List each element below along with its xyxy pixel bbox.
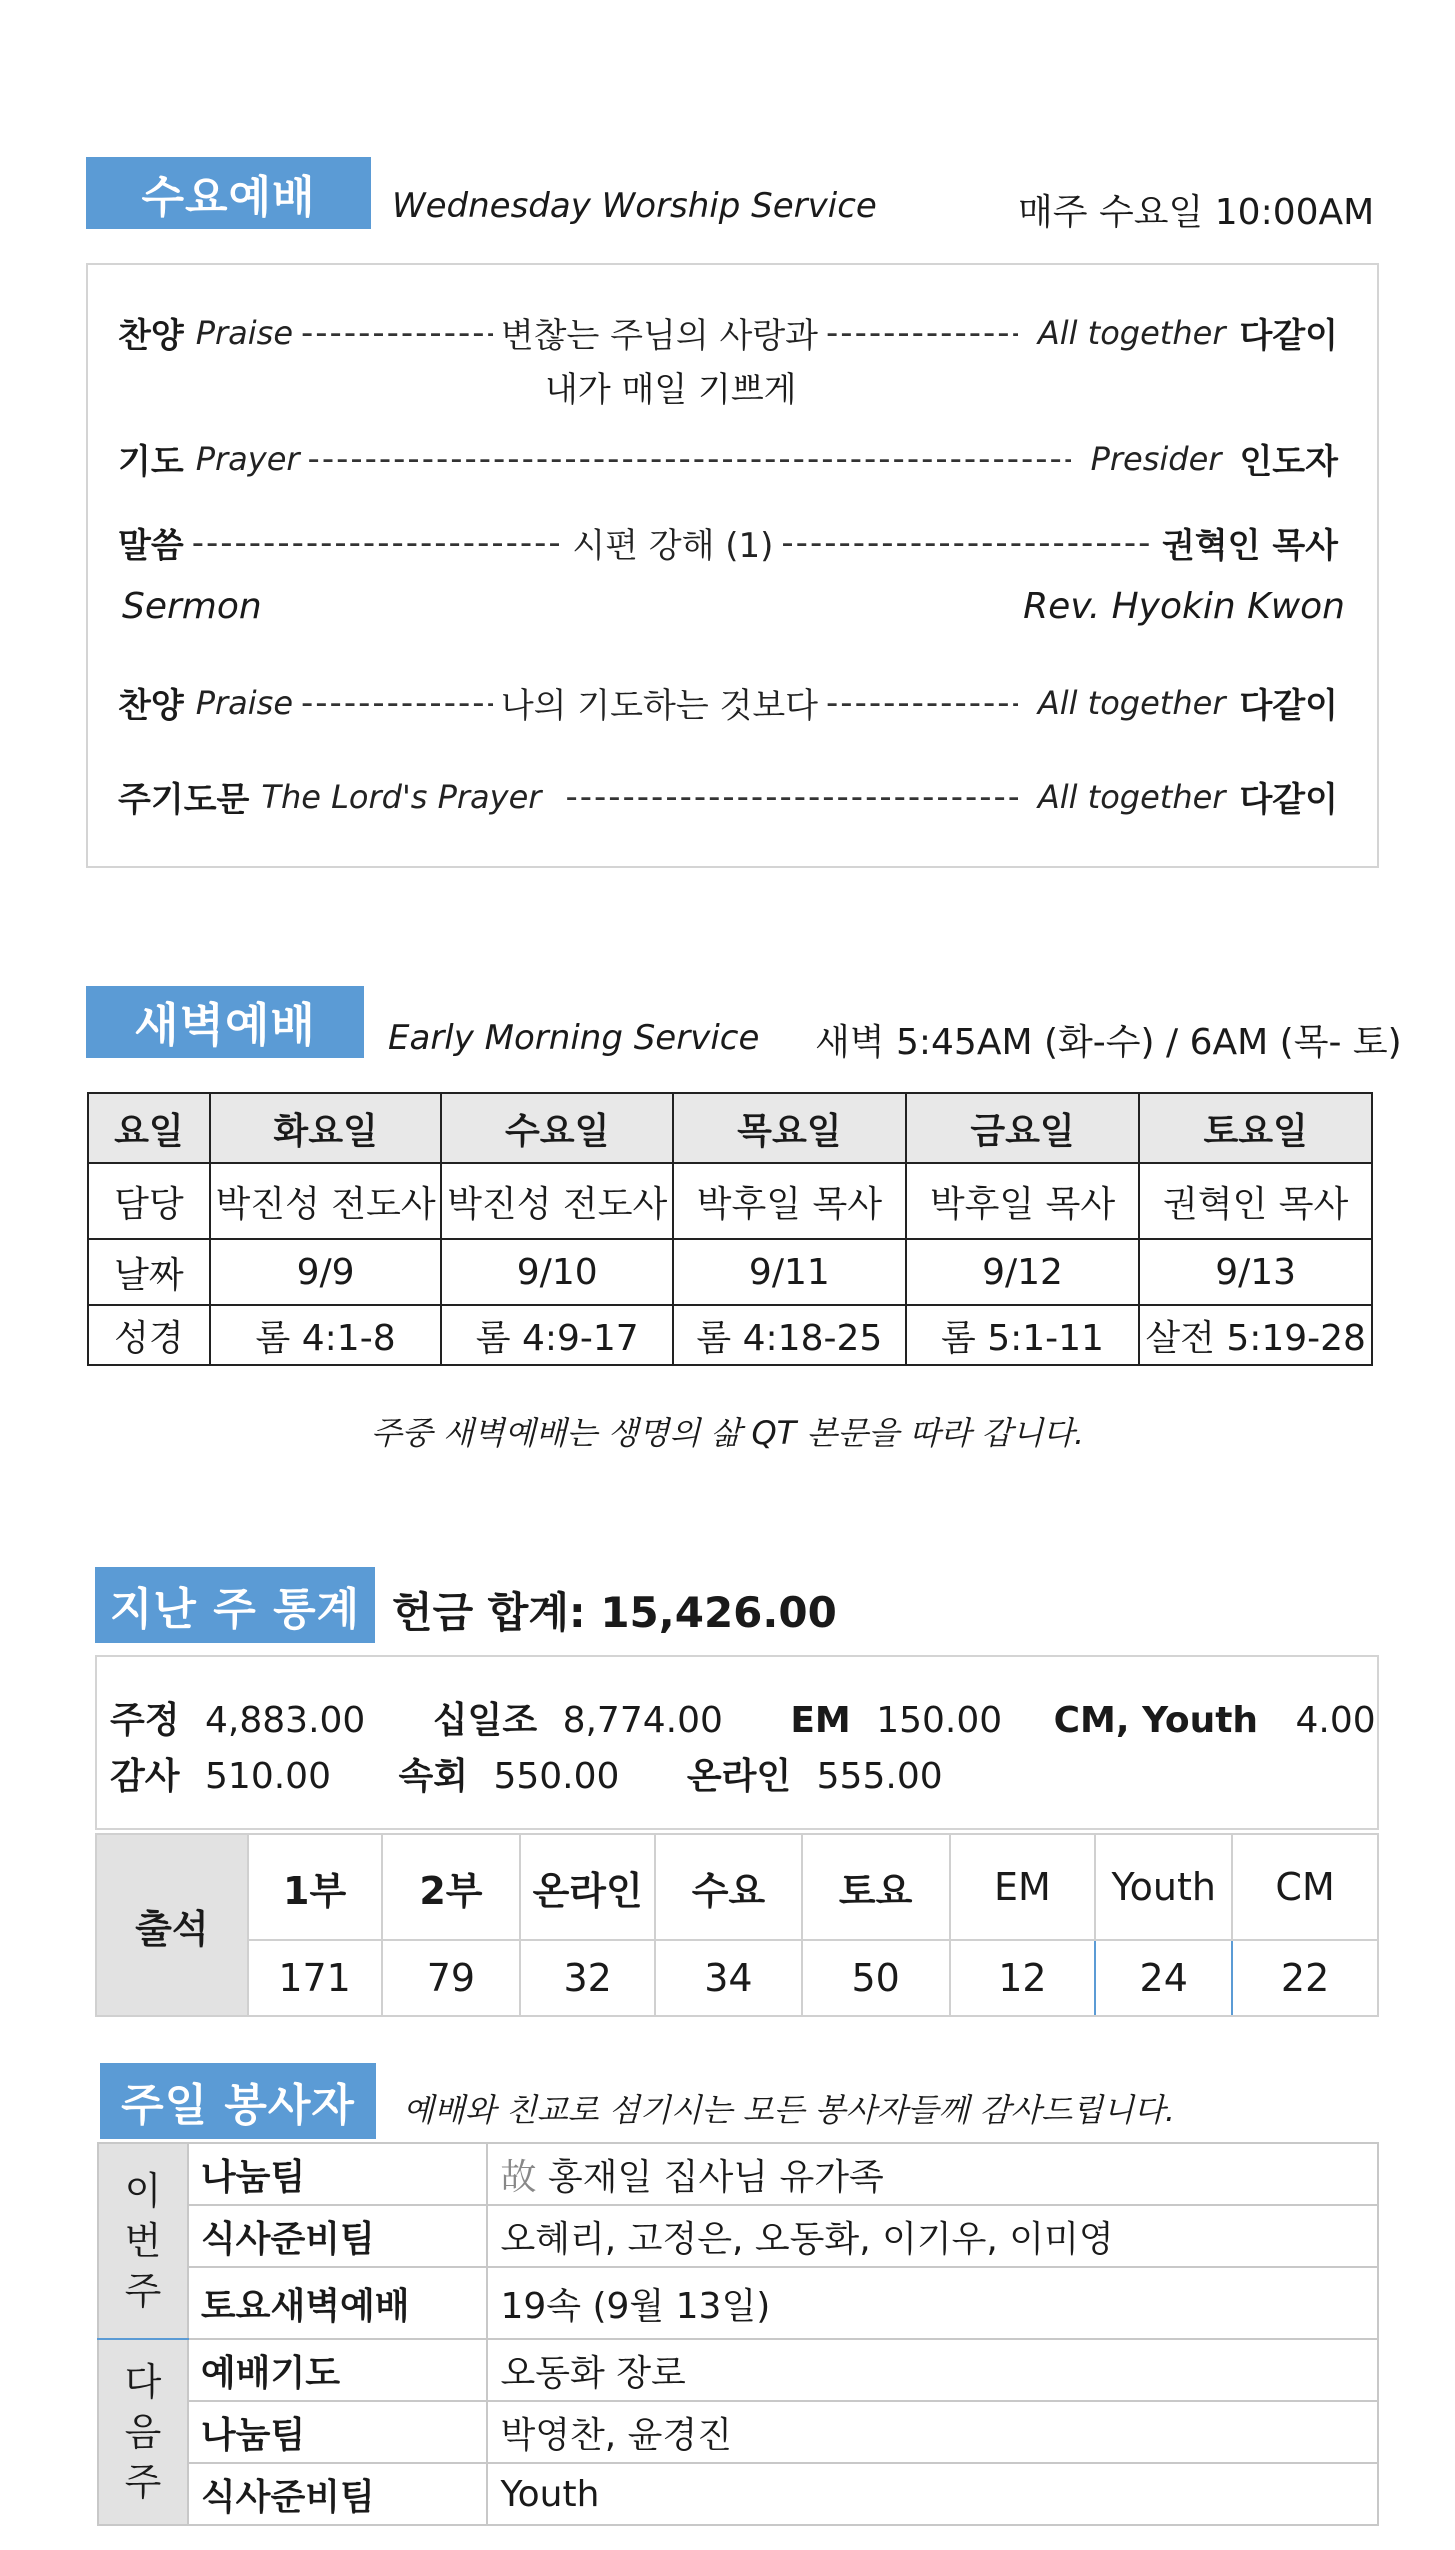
attendance-values-row [96,1940,1378,2016]
volunteers-table [97,2142,1379,2526]
item-right-ko: 권혁인 목사 [1161,526,1339,566]
item-en: Praise [195,313,294,352]
volunteer-names [487,2143,1378,2205]
table-row [88,1305,1372,1365]
table-cell: 박후일 목사 [906,1163,1140,1239]
wednesday-time: 매주 수요일 10:00AM [1018,192,1375,233]
offering-value: 4.00 [1295,1700,1376,1741]
wednesday-subtitle: Wednesday Worship Service [392,186,877,226]
wednesday-tag: 수요예배 [86,157,371,229]
dash-leader [301,313,493,353]
offering-line-2 [110,1748,957,1799]
item-ko: 찬양 [118,316,184,356]
volunteer-role: 식사준비팀 [188,2205,488,2267]
offering-value: 550.00 [493,1756,620,1797]
offering-key: 온라인 [686,1756,792,1797]
offering-value: 555.00 [816,1756,943,1797]
wednesday-item-sermon [118,518,1338,567]
attendance-header: EM [950,1834,1096,1940]
memorial-mark: 故 [500,2156,537,2198]
offering-value: 8,774.00 [562,1700,723,1741]
table-cell: 박후일 목사 [673,1163,906,1239]
attendance-label: 출석 [96,1834,248,2016]
row-label: 담당 [88,1163,210,1239]
wednesday-item-lords-prayer [118,772,1338,821]
wednesday-item-praise-1 [118,308,1338,357]
attendance-value: 50 [802,1940,950,2016]
table-cell: 롬 5:1-11 [906,1305,1140,1365]
item-en: The Lord's Prayer [261,777,542,816]
table-cell: 롬 4:18-25 [673,1305,906,1365]
offering-key: 십일조 [432,1700,538,1741]
volunteer-names: 오혜리, 고정은, 오동화, 이기우, 이미영 [487,2205,1378,2267]
table-cell: 권혁인 목사 [1139,1163,1372,1239]
table-cell: 롬 4:9-17 [441,1305,673,1365]
attendance-value: 12 [950,1940,1096,2016]
volunteer-names: 박영찬, 윤경진 [487,2401,1378,2463]
volunteer-role: 토요새벽예배 [188,2267,488,2339]
attendance-value: 24 [1095,1940,1232,2016]
volunteer-names: 오동화 장로 [487,2339,1378,2401]
header-cell: 화요일 [210,1093,442,1163]
early-subtitle: Early Morning Service [388,1018,760,1058]
table-cell: 박진성 전도사 [210,1163,442,1239]
item-ko: 찬양 [118,686,184,726]
header-cell: 수요일 [441,1093,673,1163]
attendance-value: 32 [520,1940,655,2016]
item-en: Prayer [195,439,300,478]
item-middle: 변찮는 주님의 사랑과 [500,316,819,356]
attendance-value: 79 [382,1940,521,2016]
attendance-header: CM [1232,1834,1378,1940]
volunteer-role: 나눔팀 [188,2143,488,2205]
volunteer-names: 19속 (9월 13일) [487,2267,1378,2339]
item-right-en: Presider [1090,439,1222,478]
offering-total: 헌금 합계: 15,426.00 [392,1588,837,1637]
item-ko: 말씀 [118,526,184,566]
volunteer-role: 나눔팀 [188,2401,488,2463]
attendance-header: 2부 [382,1834,521,1940]
item-middle: 나의 기도하는 것보다 [500,686,819,726]
dash-leader [192,523,565,563]
row-label: 성경 [88,1305,210,1365]
offering-key: 주정 [110,1700,180,1741]
row-label: 날짜 [88,1239,210,1305]
attendance-header: 온라인 [520,1834,655,1940]
table-row [98,2205,1378,2267]
stats-tag: 지난 주 통계 [95,1567,375,1643]
table-cell: 살전 5:19-28 [1139,1305,1372,1365]
attendance-header: 토요 [802,1834,950,1940]
item-right-en: All together [1037,777,1226,816]
early-time: 새벽 5:45AM (화-수) / 6AM (목- 토) [815,1022,1402,1063]
early-schedule-table [87,1092,1373,1366]
item-right-ko: 다같이 [1239,780,1338,820]
offering-line-1 [110,1692,1390,1743]
dash-leader [826,313,1018,353]
volunteer-names: Youth [487,2463,1378,2525]
volunteer-role: 식사준비팀 [188,2463,488,2525]
table-row [88,1163,1372,1239]
dash-leader [308,439,1071,479]
table-header-row [88,1093,1372,1163]
item-right-en: All together [1037,313,1226,352]
attendance-value: 171 [248,1940,382,2016]
wednesday-item-praise-1-line2: 내가 매일 기쁘게 [545,370,797,410]
table-cell: 9/10 [441,1239,673,1305]
this-week-label: 이 번 주 [98,2143,188,2339]
wednesday-item-praise-2 [118,678,1338,727]
attendance-table [95,1833,1379,2017]
item-ko: 기도 [118,442,184,482]
offering-value: 510.00 [205,1756,331,1797]
attendance-value: 34 [655,1940,802,2016]
offering-key: CM, Youth [1053,1700,1259,1741]
dash-leader [826,683,1018,723]
table-row [98,2339,1378,2401]
table-cell: 롬 4:1-8 [210,1305,442,1365]
offering-key: 감사 [110,1756,180,1797]
volunteers-note: 예배와 친교로 섬기시는 모든 봉사자들께 감사드립니다. [403,2091,1176,2129]
item-ko: 주기도문 [118,780,250,820]
header-cell: 목요일 [673,1093,906,1163]
offering-value: 150.00 [876,1700,1003,1741]
item-middle: 시편 강해 (1) [572,526,774,566]
header-cell: 요일 [88,1093,210,1163]
item-right-ko: 인도자 [1239,442,1338,482]
early-note: 주중 새벽예배는 생명의 삶 QT 본문을 따라 갑니다. [370,1414,1085,1452]
table-row [98,2401,1378,2463]
dash-leader [301,683,493,723]
table-cell: 9/13 [1139,1239,1372,1305]
attendance-value: 22 [1232,1940,1378,2016]
volunteer-role: 예배기도 [188,2339,488,2401]
table-cell: 9/11 [673,1239,906,1305]
offering-value: 4,883.00 [205,1700,366,1741]
dash-leader [565,777,1017,817]
volunteer-names-text: 홍재일 집사님 유가족 [547,2156,884,2198]
item-right-ko: 다같이 [1239,686,1339,726]
table-row [98,2267,1378,2339]
table-cell: 9/9 [210,1239,442,1305]
next-week-label: 다 음 주 [98,2339,188,2525]
item-right-en: All together [1037,683,1226,722]
attendance-header: 1부 [248,1834,382,1940]
table-row [98,2143,1378,2205]
item-right-ko: 다같이 [1239,316,1339,356]
attendance-header-row [96,1834,1378,1940]
table-row [98,2463,1378,2525]
item-en: Praise [195,683,294,722]
table-cell: 박진성 전도사 [441,1163,673,1239]
header-cell: 토요일 [1139,1093,1372,1163]
early-tag: 새벽예배 [86,986,364,1058]
offering-key: EM [790,1700,851,1741]
attendance-header: Youth [1095,1834,1232,1940]
offering-key: 속회 [398,1756,468,1797]
wednesday-item-prayer [118,434,1338,483]
header-cell: 금요일 [906,1093,1140,1163]
table-cell: 9/12 [906,1239,1140,1305]
attendance-header: 수요 [655,1834,802,1940]
sermon-preacher-en: Rev. Hyokin Kwon [1023,586,1345,627]
volunteers-tag: 주일 봉사자 [100,2063,376,2139]
sermon-en: Sermon [122,586,262,627]
dash-leader [781,523,1154,563]
table-row [88,1239,1372,1305]
